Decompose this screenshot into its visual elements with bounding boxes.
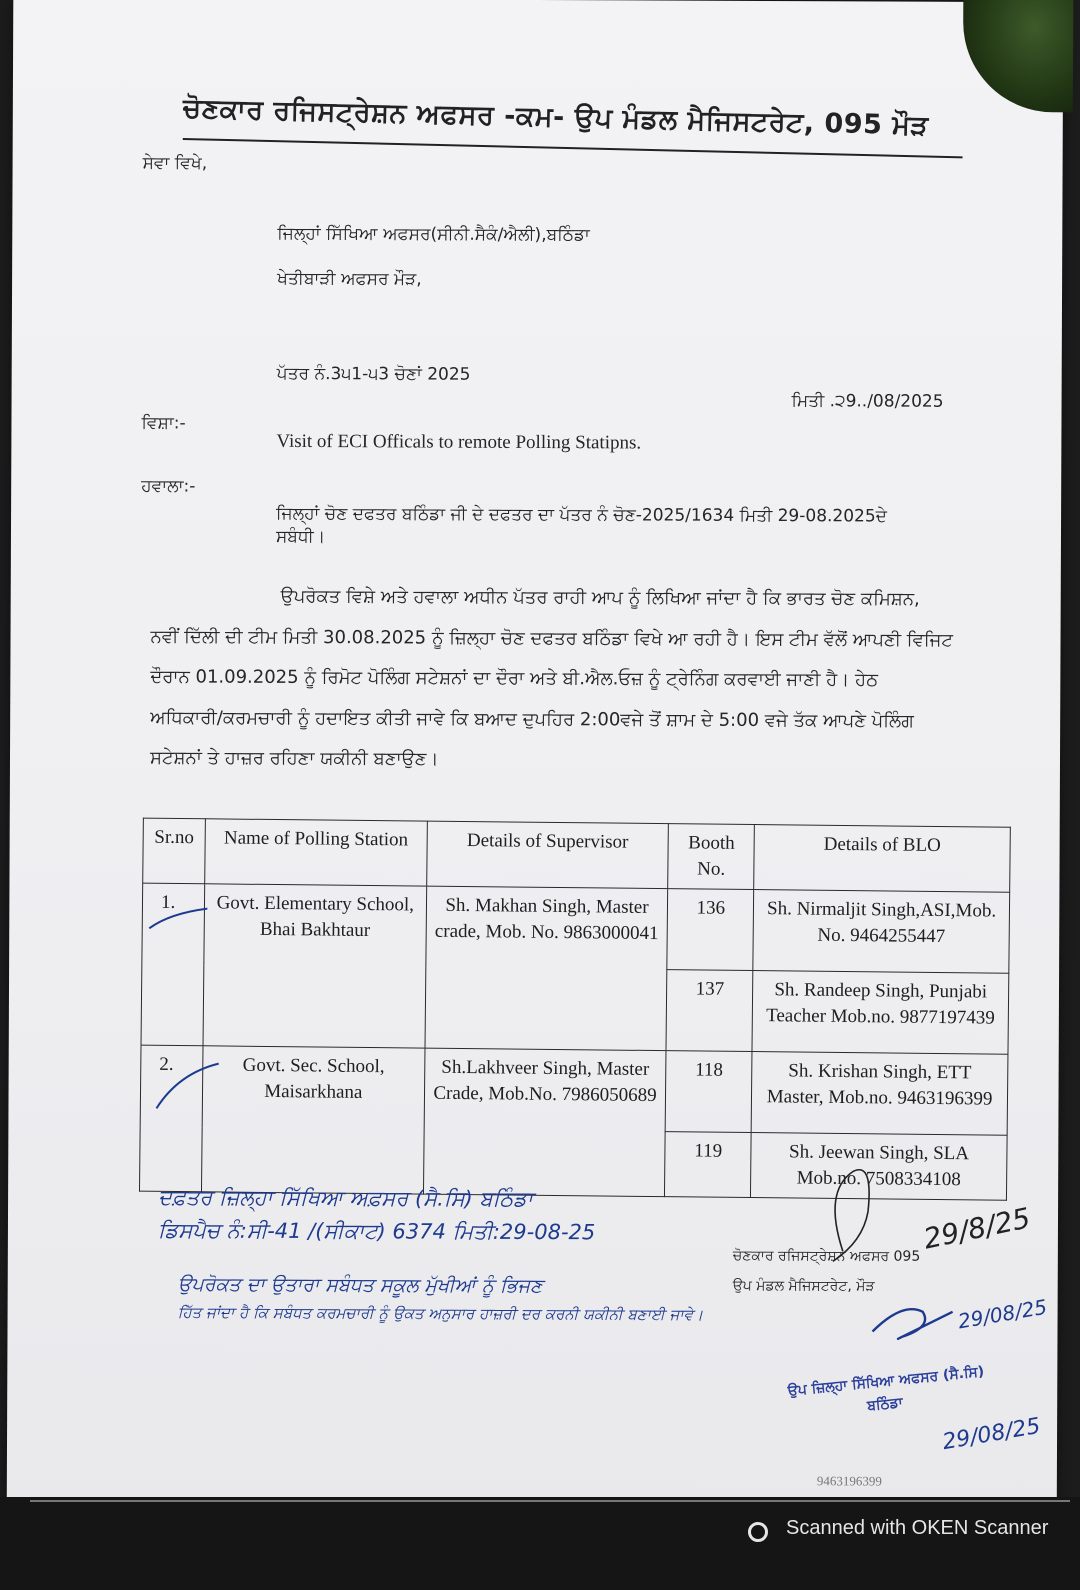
- handwritten-date-3: 29/08/25: [940, 1413, 1043, 1456]
- signature-scribble-icon: [812, 1161, 1033, 1382]
- body-line-2: ਨਵੀਂ ਦਿੱਲੀ ਦੀ ਟੀਮ ਮਿਤੀ 30.08.2025 ਨੂੰ ਜ਼ਿਲ੍ਹਾ ਚੋਣ ਦਫਤਰ ਬਠਿੰਡਾ ਵਿਖੇ ਆ ਰਹੀ ਹੈ। ਇਸ ਟੀਮ ਵੱਲੋਂ ਆਪਣੀ ਵਿਜਿਟ: [150, 625, 954, 651]
- table-row: [142, 883, 1010, 973]
- scanner-logo-icon: [748, 1522, 768, 1542]
- subject-text: Visit of ECI Officals to remote Polling Statipns.: [276, 430, 642, 454]
- cell-blo: Sh. Nirmaljit Singh,ASI,Mob. No. 9464255447: [753, 890, 1010, 974]
- bleed-through-text: 9463196399: [816, 1473, 882, 1489]
- handwritten-line-4: ਹਿੱਤ ਜਾਂਦਾ ਹੈ ਕਿ ਸਬੰਧਤ ਕਰਮਚਾਰੀ ਨੂੰ ਉਕਤ ਅਨੁਸਾਰ ਹਾਜ਼ਰੀ ਦਰ ਕਰਨੀ ਯਕੀਨੀ ਬਣਾਈ ਜਾਵੇ।: [177, 1303, 704, 1324]
- stamp-line-2: ਬਠਿੰਡਾ: [866, 1394, 904, 1415]
- cell-booth: 137: [666, 970, 753, 1052]
- stamp-line-1: ਉਪ ਜ਼ਿਲ੍ਹਾ ਸਿੱਖਿਆ ਅਫਸਰ (ਸੈ.ਸਿ): [786, 1363, 985, 1400]
- cell-booth: 136: [667, 889, 754, 971]
- letter-number: ਪੱਤਰ ਨੰ.3੫1-੫3 ਚੋਣਾਂ 2025: [276, 363, 471, 385]
- body-line-3: ਦੌਰਾਨ 01.09.2025 ਨੂੰ ਰਿਮੋਟ ਪੋਲਿੰਗ ਸਟੇਸ਼ਨਾਂ ਦਾ ਦੌਰਾ ਅਤੇ ਬੀ.ਐਲ.ਓਜ਼ ਨੂੰ ਟ੍ਰੇਨਿੰਗ ਕਰਵਾਈ ਜਾਣੀ ਹੈ। ਹੇਠ: [150, 666, 878, 691]
- signature-date: 29/8/25: [920, 1201, 1034, 1256]
- tick-marks-icon: [138, 888, 229, 1128]
- col-header-station: Name of Polling Station: [205, 819, 427, 886]
- recipient-1: ਜਿਲ੍ਹਾਂ ਸਿੱਖਿਆ ਅਫਸਰ(ਸੀਨੀ.ਸੈਕੰ/ਐਲੀ),ਬਠਿੰਡਾ: [277, 223, 590, 246]
- recipient-2: ਖੇਤੀਬਾੜੀ ਅਫਸਰ ਮੌੜ,: [277, 268, 422, 290]
- letterhead-underline: [183, 138, 963, 158]
- body-paragraph: [150, 576, 1011, 782]
- table-row: [140, 1045, 1008, 1135]
- reference-line-2: ਸਬੰਧੀ।: [275, 526, 326, 548]
- handwritten-line-1: ਦਫ਼ਤਰ ਜ਼ਿਲ੍ਹਾ ਸਿੱਖਿਆ ਅਫ਼ਸਰ (ਸੈ.ਸਿ) ਬਠਿੰਡਾ: [158, 1185, 533, 1211]
- cell-supervisor: Sh.Lakhveer Singh, Master Crade, Mob.No. 7986050689: [423, 1048, 666, 1197]
- plant-leaves-background: [963, 0, 1074, 112]
- letterhead-title: ਚੋਣਕਾਰ ਰਜਿਸਟ੍ਰੇਸ਼ਨ ਅਫਸਰ -ਕਮ- ਉਪ ਮੰਡਲ ਮੈਜਿਸਟਰੇਟ, 095 ਮੌੜ: [182, 92, 930, 142]
- body-line-4: ਅਧਿਕਾਰੀ/ਕਰਮਚਾਰੀ ਨੂੰ ਹਦਾਇਤ ਕੀਤੀ ਜਾਵੇ ਕਿ ਬਆਦ ਦੁਪਹਿਰ 2:00ਵਜੇ ਤੋਂ ਸ਼ਾਮ ਦੇ 5:00 ਵਜੇ ਤੱਕ ਆਪਣੇ ਪੋਲਿੰਗ: [150, 706, 914, 732]
- cell-srno: 2.: [139, 1045, 202, 1192]
- polling-station-table: [139, 818, 1011, 1201]
- col-header-supervisor: Details of Supervisor: [426, 821, 668, 889]
- handwritten-line-2: ਡਿਸਪੈਚ ਨੰ:ਸੀ-41 /(ਸੀਕਾਟ) 6374 ਮਿਤੀ:29-08-25: [157, 1218, 596, 1245]
- cell-station: Govt. Sec. School, Maisarkhana: [201, 1046, 424, 1194]
- handwritten-line-3: ਉਪਰੋਕਤ ਦਾ ਉਤਾਰਾ ਸਬੰਧਤ ਸਕੂਲ ਮੁੱਖੀਆਂ ਨੂੰ ਭਿਜਣ: [177, 1273, 543, 1298]
- table-header-row: [143, 818, 1011, 892]
- cell-booth: 118: [665, 1051, 752, 1133]
- cell-blo: Sh. Randeep Singh, Punjabi Teacher Mob.no. 9877197439: [752, 971, 1009, 1055]
- cell-blo: Sh. Jeewan Singh, SLA Mob.no. 7508334108: [751, 1133, 1007, 1201]
- scanner-watermark: Scanned with OKEN Scanner: [786, 1517, 1049, 1539]
- letter-date: ਮਿਤੀ .੨9../08/2025: [791, 391, 944, 412]
- footer-divider: [30, 1500, 1070, 1502]
- reference-line-1: ਜਿਲ੍ਹਾਂ ਚੋਣ ਦਫਤਰ ਬਠਿੰਡਾ ਜੀ ਦੇ ਦਫਤਰ ਦਾ ਪੱਤਰ ਨੰ ਚੋਣ-2025/1634 ਮਿਤੀ 29-08.2025ਦੇ: [276, 503, 887, 527]
- col-header-srno: Sr.no: [143, 818, 206, 884]
- col-header-booth: Booth No.: [668, 824, 755, 890]
- col-header-blo: Details of BLO: [754, 825, 1010, 893]
- cell-supervisor: Sh. Makhan Singh, Master crade, Mob. No. 9863000041: [425, 886, 668, 1051]
- document-page: [7, 0, 1064, 1522]
- signature-designation-2: ਉਪ ਮੰਡਲ ਮੈਜਿਸਟਰੇਟ, ਮੌੜ: [732, 1277, 875, 1295]
- scanner-footer: [0, 1497, 1080, 1590]
- body-line-5: ਸਟੇਸ਼ਨਾਂ ਤੇ ਹਾਜ਼ਰ ਰਹਿਣਾ ਯਕੀਨੀ ਬਣਾਉਣ।: [149, 747, 439, 770]
- cell-booth: 119: [665, 1132, 752, 1198]
- handwritten-date-2: 29/08/25: [956, 1294, 1049, 1334]
- cell-srno: 1.: [141, 883, 205, 1046]
- subject-label: ਵਿਸ਼ਾ:-: [141, 413, 186, 434]
- reference-label: ਹਵਾਲਾ:-: [141, 476, 196, 497]
- signature-designation-1: ਚੋਣਕਾਰ ਰਜਿਸਟ੍ਰੇਸ਼ਨ ਅਫਸਰ 095: [732, 1247, 921, 1265]
- cell-blo: Sh. Krishan Singh, ETT Master, Mob.no. 9463196399: [751, 1052, 1008, 1136]
- cell-station: Govt. Elementary School, Bhai Bakhtaur: [203, 884, 426, 1048]
- salutation: ਸੇਵਾ ਵਿਖੇ,: [142, 153, 208, 174]
- body-line-1: ਉਪਰੋਕਤ ਵਿਸ਼ੇ ਅਤੇ ਹਵਾਲਾ ਅਧੀਨ ਪੱਤਰ ਰਾਹੀ ਆਪ ਨੂੰ ਲਿਖਿਆ ਜਾਂਦਾ ਹੈ ਕਿ ਭਾਰਤ ਚੋਣ ਕਮਿਸ਼ਨ,: [280, 585, 920, 610]
